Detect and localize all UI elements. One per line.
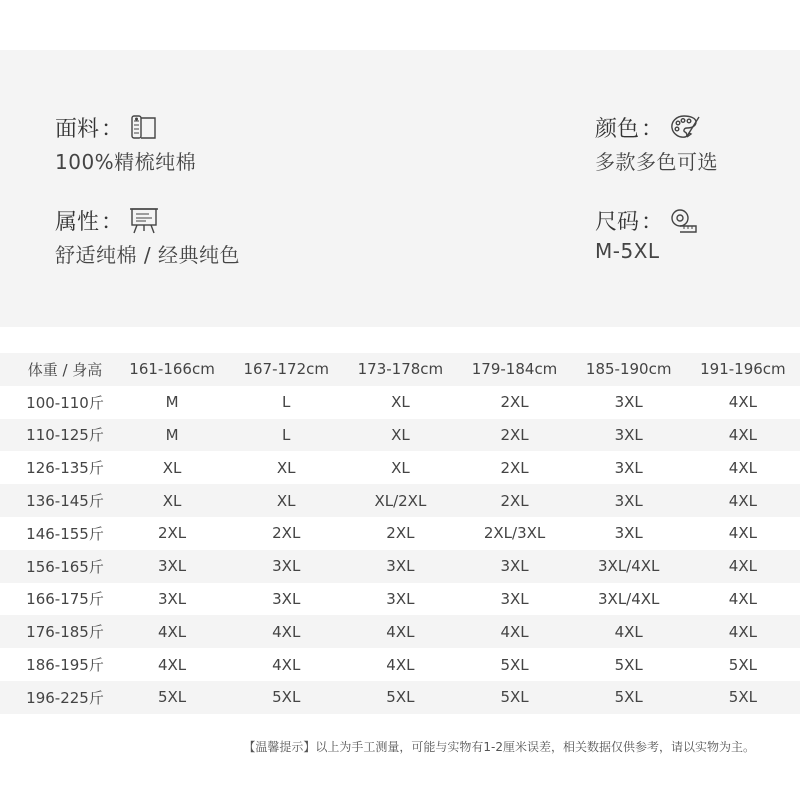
attr-material-value: 100%精梳纯棉 [55,150,197,174]
size-cell: 5XL [614,655,643,674]
attr-material-title-row [55,112,196,142]
size-cell: 3XL [115,550,229,583]
attr-color-title: 颜色 [595,116,640,142]
table-row [0,681,800,714]
size-cell: 2XL/3XL [483,524,546,543]
measurement-note: 【温馨提示】以上为手工测量，可能与实物有1-2厘米误差，相关数据仅供参考，请以实物为主。 [243,740,755,754]
size-cell: 4XL [686,419,800,452]
size-cell: 4XL [457,615,571,648]
size-cell: XL [115,484,229,517]
weight-cell: 186-195斤 [26,656,104,675]
size-cell: 4XL [386,655,415,674]
size-cell: 3XL [229,550,343,583]
size-cell: 2XL [457,484,571,517]
table-row [0,583,800,616]
weight-cell: 110-125斤 [0,419,115,452]
easel-board-icon [129,206,159,234]
attr-property [55,205,240,268]
size-cell: 4XL [157,655,187,674]
table-row [0,550,800,583]
size-cell: 5XL [343,681,457,714]
attr-size-title-row [595,205,699,235]
colon: ： [641,116,664,142]
attr-property-title: 属性 [55,209,100,235]
attributes-panel [0,50,800,327]
size-cell: XL/2XL [343,484,457,517]
size-cell: 4XL [728,589,757,608]
size-cell: 3XL [572,419,686,452]
size-cell: 5XL [115,681,229,714]
size-cell: XL [276,458,296,477]
size-cell: L [282,393,291,412]
size-cell: 2XL [386,524,415,543]
size-cell: XL [162,458,182,477]
colon: ： [101,209,124,235]
size-cell: 3XL [572,484,686,517]
header-height-179-184: 179-184cm [457,353,571,386]
size-cell: 5XL [229,681,343,714]
tape-measure-icon [669,206,699,234]
size-cell: 4XL [572,615,686,648]
table-row [0,648,800,681]
size-cell: 4XL [686,550,800,583]
table-row [0,386,800,419]
table-row [0,484,800,517]
attr-size-title: 尺码 [595,209,640,235]
size-cell: 5XL [500,655,529,674]
size-table-header-row [0,353,800,386]
weight-cell: 166-175斤 [26,590,104,609]
size-cell: 5XL [728,655,757,674]
size-cell: 4XL [686,484,800,517]
size-cell: 2XL [500,393,529,412]
attr-color-title-row [595,112,718,142]
size-cell: 3XL [457,550,571,583]
weight-cell: 196-225斤 [0,681,115,714]
size-cell: 4XL [229,615,343,648]
size-cell: 3XL/4XL [598,589,660,608]
size-cell: XL [229,484,343,517]
size-cell: XL [391,458,410,477]
weight-cell: 136-145斤 [0,484,115,517]
size-cell: 4XL [343,615,457,648]
size-cell: 3XL/4XL [572,550,686,583]
attr-material [55,112,196,175]
table-row [0,451,800,484]
weight-cell: 126-135斤 [26,459,104,478]
header-height-161-166: 161-166cm [115,353,229,386]
header-height-167-172: 167-172cm [229,353,343,386]
palette-icon [669,113,701,141]
size-cell: 3XL [272,589,301,608]
header-weight-height: 体重 / 身高 [0,353,115,386]
size-cell: L [229,419,343,452]
size-cell: 5XL [686,681,800,714]
size-cell: 2XL [157,524,187,543]
attr-color [595,112,718,175]
size-cell: 4XL [272,655,301,674]
size-cell: 5XL [572,681,686,714]
header-height-185-190: 185-190cm [572,353,686,386]
size-cell: XL [343,419,457,452]
size-cell: 4XL [686,615,800,648]
weight-cell: 146-155斤 [26,524,104,543]
size-cell: 4XL [115,615,229,648]
attr-material-title: 面料 [55,116,100,142]
size-table-body [0,386,800,714]
colon: ： [101,116,124,142]
fabric-roll-icon [129,114,159,140]
size-cell: XL [391,393,410,412]
size-cell: 3XL [343,550,457,583]
attr-color-value: 多款多色可选 [595,150,718,174]
colon: ： [641,209,664,235]
table-row [0,517,800,550]
size-cell: 3XL [386,589,415,608]
size-cell: 3XL [614,458,643,477]
attr-property-value: 舒适纯棉 / 经典纯色 [55,243,240,267]
size-cell: 4XL [728,458,757,477]
size-cell: 3XL [614,393,643,412]
weight-cell: 156-165斤 [0,550,115,583]
size-cell: 4XL [728,393,757,412]
table-row [0,419,800,452]
size-cell: 4XL [728,524,757,543]
size-cell: M [165,393,179,412]
size-cell: 3XL [157,589,187,608]
size-cell: 2XL [272,524,301,543]
attr-size-value: M-5XL [595,239,660,263]
attr-size [595,205,699,263]
header-height-191-196: 191-196cm [686,353,800,386]
attr-property-title-row [55,205,240,235]
size-cell: 5XL [457,681,571,714]
size-table [0,353,800,714]
size-cell: 2XL [500,458,529,477]
header-height-173-178: 173-178cm [343,353,457,386]
size-cell: 2XL [457,419,571,452]
table-row [0,615,800,648]
size-cell: M [115,419,229,452]
weight-cell: 100-110斤 [26,393,104,412]
weight-cell: 176-185斤 [0,615,115,648]
size-cell: 3XL [500,589,529,608]
size-cell: 3XL [614,524,643,543]
